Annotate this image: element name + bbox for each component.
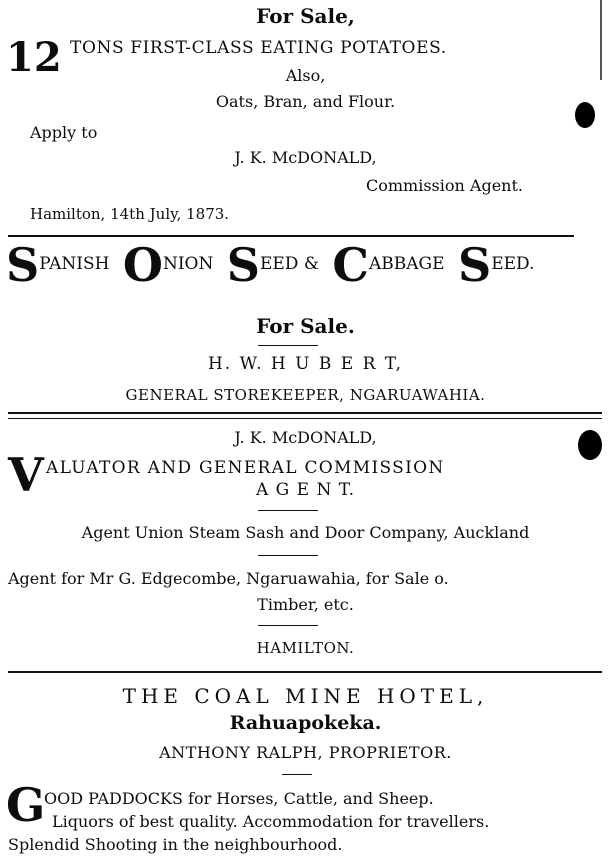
ad2-w2-cap: O	[122, 238, 163, 292]
ad3-short-rule-3	[258, 625, 318, 626]
ad2-title: GENERAL STOREKEEPER, NGARUAWAHIA.	[125, 386, 486, 404]
ad2-short-rule	[258, 345, 318, 346]
ad1-line1: TONS FIRST-CLASS EATING POTATOES.	[70, 38, 447, 58]
ad3-agent2-line2: Timber, etc.	[257, 595, 354, 614]
ad1-name: J. K. McDONALD,	[234, 148, 377, 167]
ink-blot	[578, 430, 602, 460]
ad4-line1: OOD PADDOCKS for Horses, Cattle, and Sheep.	[44, 789, 434, 808]
ad4-line2: Liquors of best quality. Accommodation for travellers.	[52, 812, 490, 831]
ad3-drop-cap: V	[8, 448, 44, 502]
ad2-w5-rest: EED.	[491, 254, 535, 274]
divider-2	[8, 412, 602, 414]
ad2-w1-rest: PANISH	[39, 254, 110, 274]
ad3-line1: ALUATOR AND GENERAL COMMISSION	[46, 458, 445, 478]
ad1-also: Also,	[285, 66, 326, 85]
ad4-line3: Splendid Shooting in the neighbourhood.	[8, 835, 343, 854]
ad3-agent2-line1: Agent for Mr G. Edgecombe, Ngaruawahia, for Sale o.	[8, 569, 449, 588]
ad4-title: THE COAL MINE HOTEL,	[122, 684, 489, 708]
divider-1	[8, 235, 574, 237]
ad3-short-rule-2	[258, 555, 318, 556]
divider-3	[8, 671, 602, 673]
ad2-w3-rest: EED &	[259, 254, 319, 274]
ink-blot	[575, 102, 595, 128]
ad3-agent1: Agent Union Steam Sash and Door Company, Auckland	[81, 523, 530, 542]
ad2-w4-cap: C	[332, 238, 370, 292]
ad2-w2-rest: NION	[162, 254, 214, 274]
ad3-short-rule-1	[258, 510, 318, 511]
ad1-big-number: 12	[6, 34, 62, 81]
ad1-heading: For Sale,	[256, 4, 355, 28]
ad4-proprietor: ANTHONY RALPH, PROPRIETOR.	[159, 743, 452, 762]
ad1-items: Oats, Bran, and Flour.	[215, 92, 396, 111]
ad1-apply: Apply to	[30, 123, 98, 142]
ad4-short-rule	[282, 774, 312, 775]
ad2-w1-cap: S	[6, 238, 40, 292]
ad2-heading: For Sale.	[256, 314, 355, 338]
ad3-line2: A G E N T.	[255, 480, 355, 500]
ad2-w4-rest: ABBAGE	[369, 254, 445, 274]
ad4-drop-cap: G	[6, 778, 46, 832]
ad4-place: Rahuapokeka.	[229, 712, 382, 734]
ad1-title: Commission Agent.	[366, 176, 523, 195]
ad2-headline	[6, 238, 535, 292]
divider-2b	[8, 418, 602, 419]
ad3-place: HAMILTON.	[256, 639, 355, 657]
ad2-w5-cap: S	[457, 238, 492, 292]
ad1-dateline: Hamilton, 14th July, 1873.	[30, 205, 230, 223]
ad3-name: J. K. McDONALD,	[234, 428, 377, 447]
page-edge-mark	[600, 0, 602, 80]
ad2-w3-cap: S	[226, 238, 260, 292]
ad2-name: H. W. H U B E R T,	[207, 354, 404, 374]
